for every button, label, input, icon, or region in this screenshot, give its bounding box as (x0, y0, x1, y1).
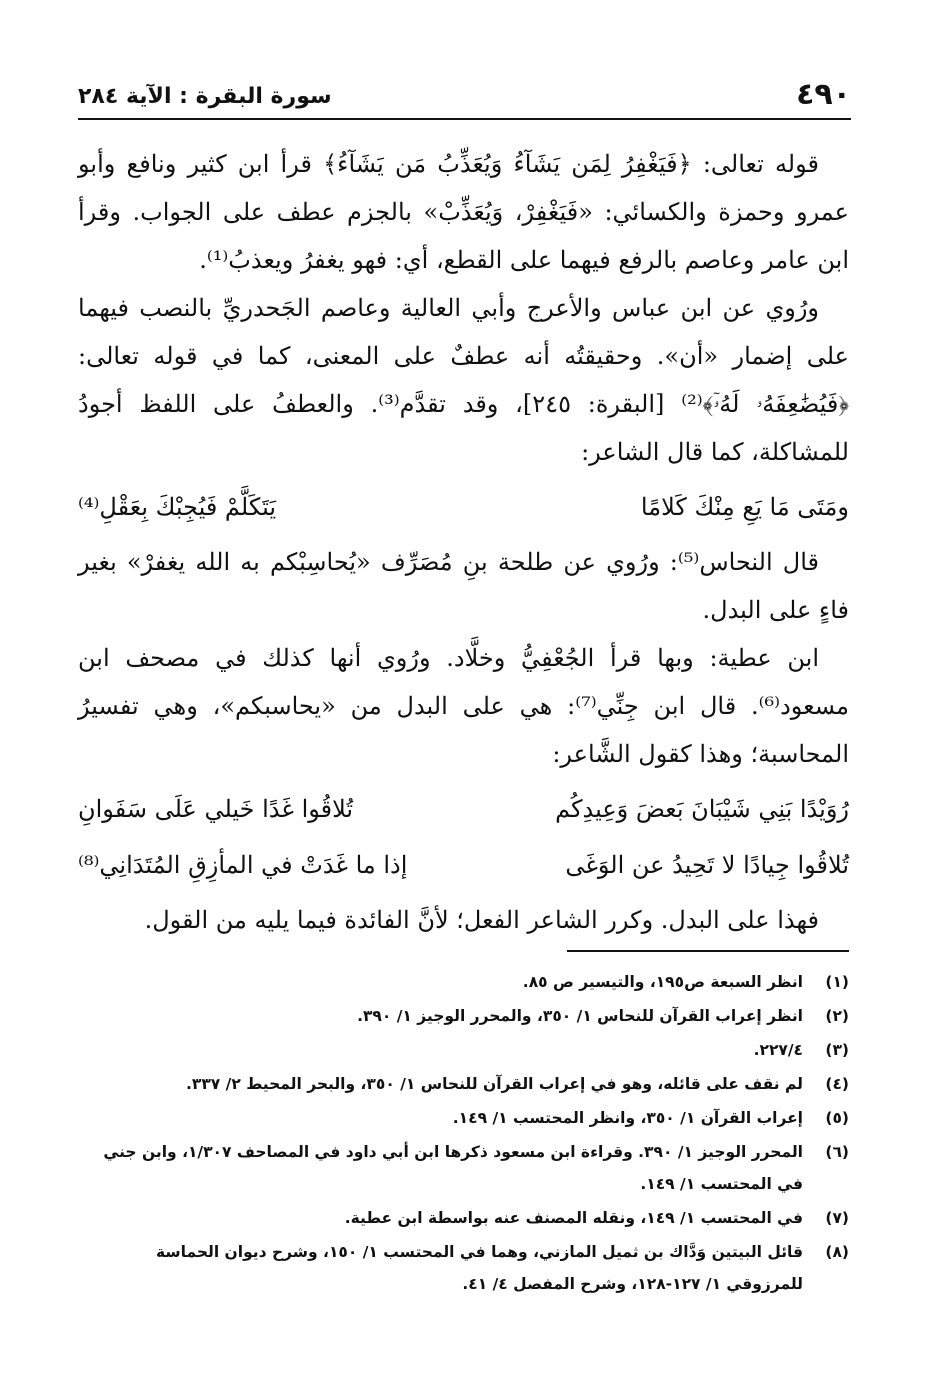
header-rule (78, 118, 851, 120)
main-text (78, 140, 849, 944)
footnote-6 (78, 1136, 849, 1200)
footnotes (78, 964, 849, 1302)
footnote-1 (78, 966, 849, 998)
footnote-text: المحرر الوجيز ١/ ٣٩٠. وقراءة ابن مسعود ذكرها ابن أبي داود في المصاحف ١/٣٠٧، وابن جني في المحتسب ١/ ١٤٩. (103, 1143, 803, 1193)
verse-1-second-hemistich: يَتَكَلَّمْ فَيُجِبْكَ بِعَقْلِ⁽⁴⁾ (78, 493, 277, 521)
verse-2-first-hemistich: رُوَيْدًا بَنِي شَيْبَانَ بَعضَ وَعِيدِكُم (555, 795, 849, 823)
verse-1-first-hemistich: ومَتَى مَا يَعِ مِنْكَ كَلامًا (640, 493, 849, 521)
footnote-rule (567, 950, 849, 952)
paragraph-5: فهذا على البدل. وكرر الشاعر الفعل؛ لأنَّ الفائدة فيما يليه من القول. (144, 906, 819, 934)
paragraph-4: ابن عطية: وبها قرأ الجُعْفِيُّ وخلَّاد. ورُوي أنها كذلك في مصحف ابن مسعود⁽⁶⁾. قال ابن جِنِّي⁽⁷⁾: هي على البدل من «يحاسبكم»، وهي تفسيرُ المحاسبة؛ وهذا كقول الشَّاعر: (78, 644, 849, 768)
page-header (78, 70, 851, 114)
paragraph-2: ورُوي عن ابن عباس والأعرج وأبي العالية وعاصم الجَحدريِّ بالنصب فيهما على إضمار «أن». وحقيقتُه أنه عطفٌ على المعنى، كما في قوله تعالى: ﴿فَيُضَٰعِفَهُۥ لَهُۥٓ﴾⁽²⁾ [البقرة: ٢٤٥]، وقد تقدَّم⁽³⁾. والعطفُ على اللفظ أجودُ للمشاكلة، كما قال الشاعر: (78, 294, 849, 466)
footnote-text: ٢٢٧/٤. (753, 1041, 803, 1059)
footnote-number: (٧) (825, 1209, 849, 1227)
paragraph-1: قوله تعالى: ﴿فَيَغْفِرُ لِمَن يَشَآءُ وَيُعَذِّبُ مَن يَشَآءُ﴾ قرأ ابن كثير ونافع وأبو عمرو وحمزة والكسائي: «فَيَغْفِرْ، وَيُعَذِّبْ» بالجزم عطف على الجواب. وقرأ ابن عامر وعاصم بالرفع فيهما على القطع، أي: فهو يغفرُ ويعذبُ⁽¹⁾. (78, 150, 849, 274)
footnote-number: (٢) (825, 1007, 849, 1025)
footnote-text: لم نقف على قائله، وهو في إعراب القرآن للنحاس ١/ ٣٥٠، والبحر المحيط ٢/ ٣٣٧. (185, 1075, 803, 1093)
footnote-number: (٤) (825, 1075, 849, 1093)
page-number: ٤٩٠ (796, 77, 851, 112)
footnote-text: في المحتسب ١/ ١٤٩، ونقله المصنف عنه بواسطة ابن عطية. (344, 1209, 803, 1227)
running-title: سورة البقرة : الآية ٢٨٤ (78, 84, 332, 109)
footnote-text: إعراب القرآن ١/ ٣٥٠، وانظر المحتسب ١/ ١٤٩. (452, 1109, 803, 1127)
verse-1 (78, 482, 849, 532)
verse-2 (78, 784, 849, 834)
footnote-number: (٦) (825, 1143, 849, 1161)
verse-3-first-hemistich: تُلاقُوا جِيادًا لا تَحِيدُ عن الوَغَى (565, 851, 849, 879)
verse-3-second-hemistich: إذا ما غَدَتْ في المأزِقِ المُتَدَانِي⁽⁸⁾ (78, 851, 408, 879)
footnote-number: (٨) (825, 1243, 849, 1261)
footnote-8 (78, 1236, 849, 1300)
footnote-7 (78, 1202, 849, 1234)
footnote-number: (٣) (825, 1041, 849, 1059)
footnote-number: (١) (825, 973, 849, 991)
footnote-5 (78, 1102, 849, 1134)
paragraph-3: قال النحاس⁽⁵⁾: ورُوي عن طلحة بنِ مُصَرِّف «يُحاسِبْكم به الله يغفرْ» بغير فاءٍ على البدل. (78, 548, 849, 624)
footnote-text: قائل البيتين وَدَّاك بن ثميل المازني، وهما في المحتسب ١/ ١٥٠، وشرح ديوان الحماسة للمرزوقي ١/ ١٢٧-١٢٨، وشرح المفصل ٤/ ٤١. (155, 1243, 803, 1293)
footnote-2 (78, 1000, 849, 1032)
footnote-text: انظر السبعة ص١٩٥، والتيسير ص ٨٥. (522, 973, 803, 991)
footnote-number: (٥) (825, 1109, 849, 1127)
verse-2-second-hemistich: تُلاقُوا غَدًا خَيلي عَلَى سَفَوانِ (78, 795, 354, 823)
footnote-4 (78, 1068, 849, 1100)
verse-3 (78, 840, 849, 890)
footnote-3 (78, 1034, 849, 1066)
footnote-text: انظر إعراب القرآن للنحاس ١/ ٣٥٠، والمحرر الوجيز ١/ ٣٩٠. (357, 1007, 803, 1025)
